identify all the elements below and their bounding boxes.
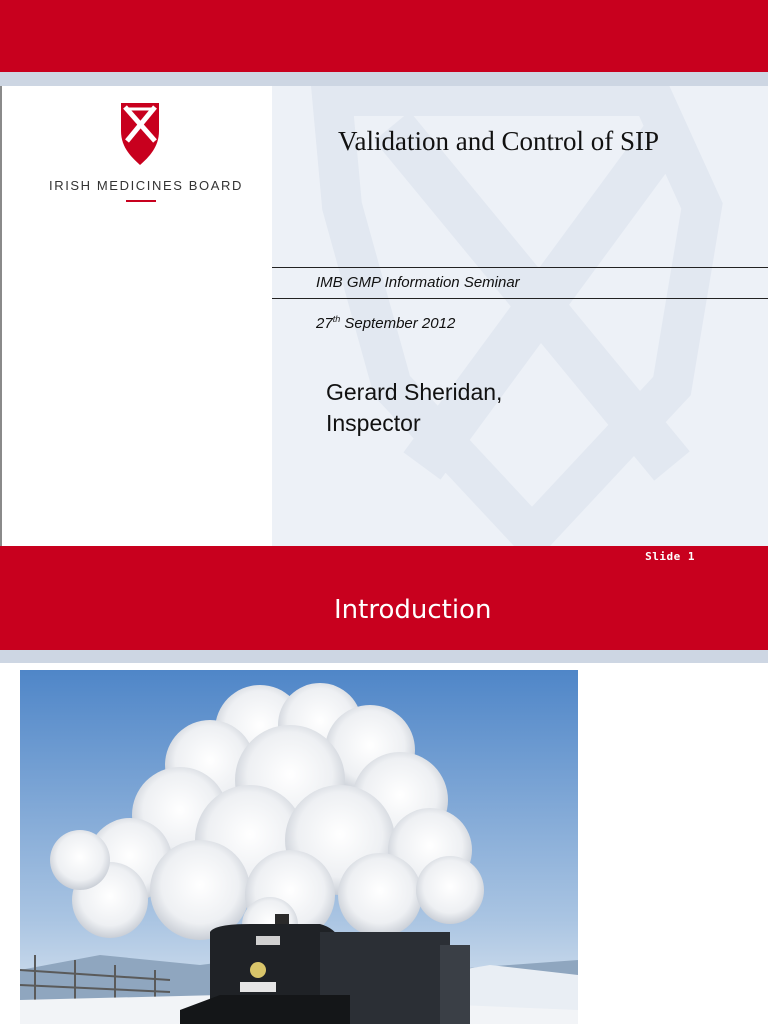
divider-top	[272, 267, 768, 268]
date-suffix: th	[332, 314, 341, 324]
logo-wordmark: IRISH MEDICINES BOARD	[49, 178, 243, 193]
presenter-name: Gerard Sheridan,	[326, 379, 503, 405]
steam-train-image	[20, 670, 578, 1024]
slide-title: Introduction	[334, 595, 492, 625]
divider-bottom	[272, 298, 768, 299]
date-rest: September 2012	[340, 315, 456, 332]
header-bar	[0, 548, 768, 650]
date-day: 27	[316, 315, 333, 332]
seminar-name: IMB GMP Information Seminar	[316, 274, 520, 291]
top-red-bar	[0, 0, 768, 72]
logo-underline	[126, 200, 156, 202]
slide-introduction	[0, 548, 768, 1024]
slide-number: Slide 1	[645, 550, 695, 563]
left-border	[0, 86, 2, 548]
imb-shield-logo-icon	[119, 101, 161, 167]
presenter	[326, 377, 502, 439]
presentation-title: Validation and Control of SIP	[338, 126, 659, 156]
top-blue-strip	[0, 72, 768, 86]
steam-locomotive-photo	[20, 670, 578, 1024]
presenter-role: Inspector	[326, 410, 421, 436]
header-blue-strip	[0, 650, 768, 663]
presentation-date	[316, 314, 455, 332]
